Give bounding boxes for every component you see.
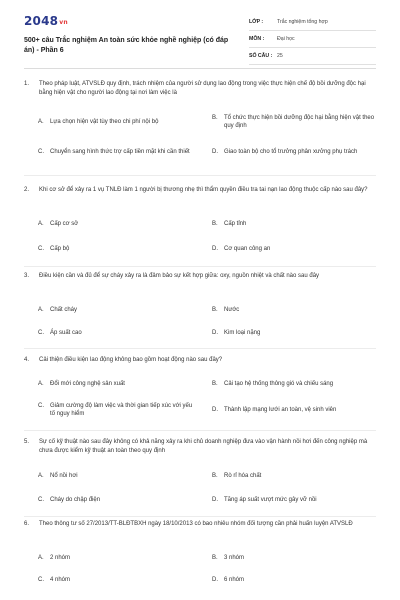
- option-b[interactable]: [212, 472, 376, 480]
- meta-row-subject: [249, 31, 376, 48]
- option-a[interactable]: [38, 220, 198, 228]
- option-letter: A.: [38, 381, 44, 387]
- question-row: [24, 272, 376, 281]
- meta-table: [249, 14, 376, 65]
- option-text: Chất cháy: [50, 307, 78, 313]
- option-d[interactable]: [212, 245, 376, 253]
- meta-value: Đại học: [277, 36, 295, 42]
- question-text: Theo pháp luật, ATVSLĐ quy định, trách nhiệm của người sử dụng lao động trong việc thực hiện chế độ bồi dưỡng độc hại bằng hiện vật cho người lao động tại nơi làm việc là: [39, 81, 366, 96]
- question-row: [24, 438, 376, 455]
- option-d[interactable]: [212, 148, 376, 156]
- meta-key: MÔN :: [249, 36, 265, 42]
- question-row: [24, 80, 376, 97]
- option-c[interactable]: [38, 245, 198, 253]
- option-a[interactable]: [38, 380, 198, 388]
- question-divider: [24, 175, 376, 176]
- question-text: Theo thông tư số 27/2013/TT-BLĐTBXH ngày 18/10/2013 có bao nhiêu nhóm đối tượng cần phải huấn luyện ATVSLĐ: [39, 521, 353, 527]
- option-letter: A.: [38, 555, 44, 561]
- option-a[interactable]: [38, 472, 198, 480]
- option-d[interactable]: [212, 406, 376, 414]
- option-letter: C.: [38, 497, 44, 503]
- question-row: [24, 186, 376, 195]
- question-divider: [24, 516, 376, 517]
- question-6: [24, 520, 376, 583]
- option-text: Tăng áp suất vượt mức gây vỡ nồi: [224, 497, 317, 503]
- option-letter: B.: [212, 473, 218, 479]
- option-a[interactable]: [38, 118, 198, 126]
- page-title: 500+ câu Trắc nghiệm An toàn sức khỏe nghề nghiệp (có đáp án) - Phần 6: [24, 37, 229, 54]
- question-1: [24, 80, 376, 155]
- option-b[interactable]: [212, 554, 376, 562]
- option-letter: C.: [38, 149, 44, 155]
- option-text: Giảm cường độ làm việc và thời gian tiếp xúc với yếu tố nguy hiểm: [50, 403, 193, 417]
- option-text: 3 nhóm: [224, 555, 245, 561]
- option-text: 6 nhóm: [224, 577, 245, 583]
- question-divider: [24, 430, 376, 431]
- option-text: Thành lập mạng lưới an toàn, vệ sinh viên: [224, 407, 337, 413]
- option-text: Giao toàn bộ cho tổ trưởng phân xưởng phụ trách: [224, 149, 358, 155]
- option-d[interactable]: [212, 496, 376, 504]
- option-b[interactable]: [212, 114, 376, 130]
- question-number: 2.: [24, 187, 30, 193]
- question-row: [24, 356, 376, 365]
- option-letter: B.: [212, 381, 218, 387]
- option-text: 4 nhóm: [50, 577, 71, 583]
- option-text: Rò rỉ hóa chất: [224, 473, 262, 479]
- option-c[interactable]: [38, 576, 198, 584]
- meta-row-count: [249, 48, 376, 65]
- option-letter: D.: [212, 497, 218, 503]
- question-5: [24, 438, 376, 503]
- meta-key: SỐ CÂU :: [249, 53, 273, 59]
- logo-text: 2048: [24, 14, 59, 28]
- header-divider: [24, 68, 376, 69]
- option-a[interactable]: [38, 306, 198, 314]
- option-letter: A.: [38, 307, 44, 313]
- option-c[interactable]: [38, 402, 198, 418]
- option-b[interactable]: [212, 220, 376, 228]
- meta-row-class: [249, 14, 376, 31]
- option-text: Áp suất cao: [50, 330, 82, 336]
- option-letter: A.: [38, 473, 44, 479]
- option-text: Nổ nồi hơi: [50, 473, 78, 479]
- option-letter: D.: [212, 407, 218, 413]
- option-text: 2 nhóm: [50, 555, 71, 561]
- option-letter: C.: [38, 330, 44, 336]
- option-a[interactable]: [38, 554, 198, 562]
- question-3: [24, 272, 376, 336]
- option-letter: B.: [212, 115, 218, 121]
- question-text: Sự cố kỹ thuật nào sau đây không có khả năng xảy ra khi chủ doanh nghiệp đưa vào vận hành nồi hơi đến công nghiệp mà chưa được kiểm kỹ thuật an toàn theo quy định: [39, 439, 368, 454]
- question-divider: [24, 348, 376, 349]
- option-letter: D.: [212, 330, 218, 336]
- question-text: Điều kiện cần và đủ để sự cháy xảy ra là đảm bảo sự kết hợp giữa: oxy, nguồn nhiệt và chất nào sau đây: [39, 273, 320, 279]
- option-c[interactable]: [38, 329, 198, 337]
- option-text: Cấp bộ: [50, 246, 70, 252]
- question-number: 4.: [24, 357, 30, 363]
- option-letter: D.: [212, 577, 218, 583]
- site-logo[interactable]: [24, 14, 68, 28]
- option-b[interactable]: [212, 380, 376, 388]
- option-text: Nước: [224, 307, 240, 313]
- option-letter: C.: [38, 246, 44, 252]
- option-text: Cháy do chập điện: [50, 497, 101, 503]
- question-2: [24, 186, 376, 252]
- option-text: Cải tạo hệ thống thông gió và chiếu sáng: [224, 381, 334, 387]
- logo-suffix: vn: [59, 19, 68, 26]
- header: [24, 14, 376, 58]
- question-text: Khi cơ sở để xảy ra 1 vụ TNLĐ làm 1 người bị thương nhẹ thì thẩm quyền điều tra tai nạn lao động thuộc cấp nào sau đây?: [39, 187, 368, 193]
- option-letter: C.: [38, 577, 44, 583]
- meta-value: Trắc nghiệm tổng hợp: [277, 19, 328, 25]
- option-text: Cơ quan công an: [224, 246, 271, 252]
- question-divider: [24, 266, 376, 267]
- option-text: Cấp tỉnh: [224, 221, 247, 227]
- option-d[interactable]: [212, 576, 376, 584]
- meta-value: 25: [277, 53, 283, 59]
- option-letter: B.: [212, 307, 218, 313]
- option-text: Kim loại nặng: [224, 330, 261, 336]
- option-letter: A.: [38, 119, 44, 125]
- option-text: Đổi mới công nghệ sản xuất: [50, 381, 125, 387]
- question-number: 3.: [24, 273, 30, 279]
- option-b[interactable]: [212, 306, 376, 314]
- option-c[interactable]: [38, 148, 198, 156]
- option-letter: A.: [38, 221, 44, 227]
- question-number: 1.: [24, 81, 30, 87]
- option-d[interactable]: [212, 329, 376, 337]
- option-letter: C.: [38, 403, 44, 409]
- question-row: [24, 520, 376, 529]
- option-text: Tổ chức thực hiện bồi dưỡng độc hại bằng hiện vật theo quy định: [224, 115, 375, 129]
- option-text: Chuyển sang hình thức trợ cấp tiền mặt khi cần thiết: [50, 149, 190, 155]
- option-c[interactable]: [38, 496, 198, 504]
- question-number: 5.: [24, 439, 30, 445]
- option-text: Cấp cơ sở: [50, 221, 79, 227]
- question-4: [24, 356, 376, 417]
- option-letter: D.: [212, 149, 218, 155]
- meta-key: LỚP :: [249, 19, 264, 25]
- question-text: Cải thiện điều kiện lao động không bao gồm hoạt động nào sau đây?: [39, 357, 223, 363]
- question-number: 6.: [24, 521, 30, 527]
- option-letter: D.: [212, 246, 218, 252]
- option-text: Lựa chọn hiện vật tùy theo chi phí nội bộ: [50, 119, 159, 125]
- option-letter: B.: [212, 555, 218, 561]
- option-letter: B.: [212, 221, 218, 227]
